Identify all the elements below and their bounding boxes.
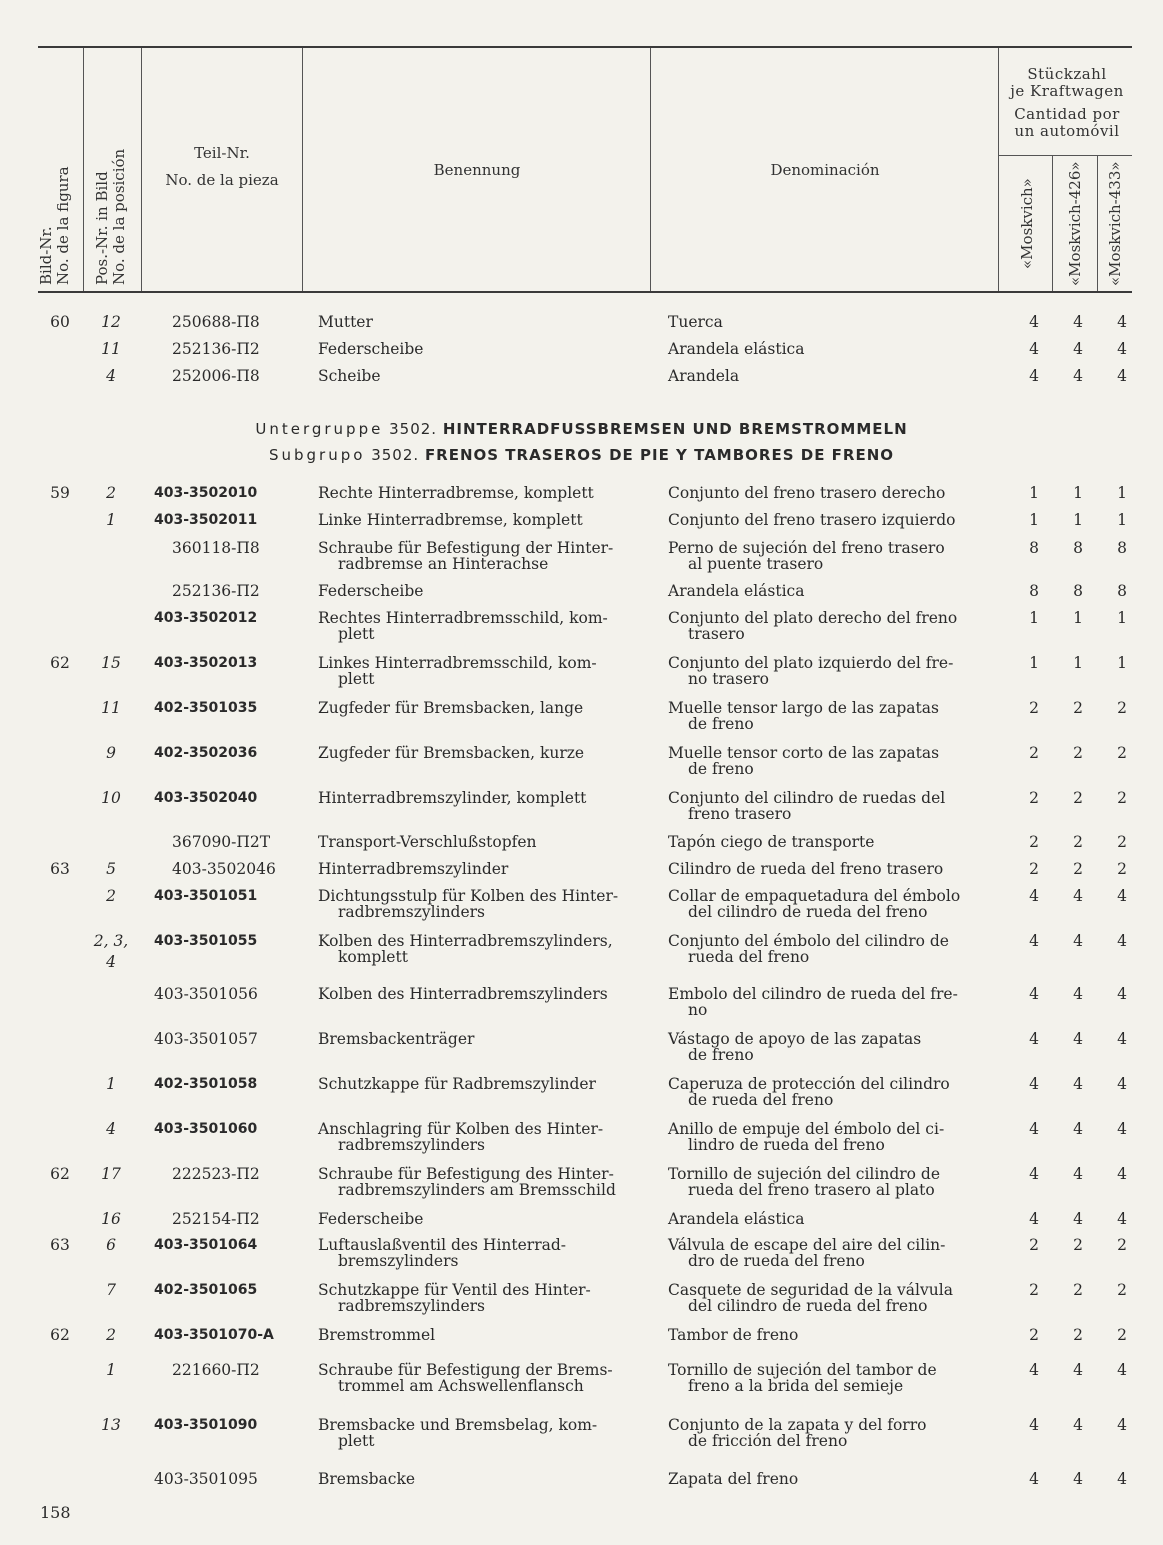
- denominacion-line: de freno: [688, 1046, 754, 1064]
- bild-nr: 59: [50, 484, 70, 502]
- benennung-line: Rechte Hinterradbremse, komplett: [318, 484, 594, 502]
- qty-moskvich-433: 1: [1117, 609, 1127, 627]
- denominacion: [668, 540, 986, 572]
- denominacion-line: Cilindro de rueda del freno trasero: [668, 860, 944, 878]
- qty-moskvich-433: 4: [1117, 1416, 1127, 1434]
- bild-nr: 60: [50, 313, 70, 331]
- col-divider: [302, 48, 303, 291]
- benennung-line: Bremsbackenträger: [318, 1030, 475, 1048]
- denominacion-line: Válvula de escape del aire del cilin-: [668, 1236, 946, 1254]
- benennung-line: Schutzkappe für Ventil des Hinter-: [318, 1281, 591, 1299]
- qty-moskvich-426: 4: [1073, 367, 1083, 385]
- qty-moskvich: 2: [1029, 1236, 1039, 1254]
- part-number: 222523-П2: [172, 1165, 260, 1183]
- qty-moskvich-426: 4: [1073, 313, 1083, 331]
- qty-moskvich-426: 8: [1073, 539, 1083, 557]
- benennung: [318, 888, 648, 920]
- qty-moskvich-433: 4: [1117, 1470, 1127, 1488]
- qty-moskvich-426: 4: [1073, 887, 1083, 905]
- qty-moskvich: 8: [1029, 539, 1039, 557]
- benennung-line: Hinterradbremszylinder: [318, 860, 509, 878]
- header-model-2: «Moskvich-426»: [1066, 161, 1084, 287]
- qty-moskvich: 4: [1029, 1075, 1039, 1093]
- benennung: [318, 1031, 648, 1047]
- part-number: 360118-П8: [172, 539, 260, 557]
- benennung-line: Federscheibe: [318, 582, 424, 600]
- pos-nr: 10: [101, 789, 121, 807]
- benennung: [318, 1121, 648, 1153]
- benennung: [318, 1076, 648, 1092]
- benennung-line: Hinterradbremszylinder, komplett: [318, 789, 587, 807]
- denominacion-line: Conjunto de la zapata y del forro: [668, 1416, 927, 1434]
- benennung-line: radbremszylinders: [338, 1136, 486, 1154]
- header-bottom-rule: [38, 291, 1132, 293]
- benennung-line: radbremse an Hinterachse: [338, 555, 549, 573]
- qty-moskvich-433: 1: [1117, 484, 1127, 502]
- subgroup-title-de: Untergruppe 3502. HINTERRADFUSSBREMSEN UND BREMSTROMMELN: [255, 420, 908, 438]
- qty-moskvich-433: 4: [1117, 1030, 1127, 1048]
- denominacion-line: Muelle tensor largo de las zapatas: [668, 699, 939, 717]
- qty-moskvich-433: 1: [1117, 654, 1127, 672]
- pos-nr: 16: [101, 1210, 121, 1228]
- qty-moskvich-433: 4: [1117, 340, 1127, 358]
- qty-moskvich-426: 8: [1073, 582, 1083, 600]
- qty-moskvich-433: 2: [1117, 833, 1127, 851]
- subgroup-title-es: Subgrupo 3502. FRENOS TRASEROS DE PIE Y TAMBORES DE FRENO: [268, 446, 895, 464]
- benennung: [318, 1417, 648, 1449]
- pos-nr: 7: [106, 1281, 116, 1299]
- denominacion: [668, 610, 986, 642]
- qty-moskvich-426: 1: [1073, 609, 1083, 627]
- qty-moskvich: 2: [1029, 833, 1039, 851]
- pos-nr: 12: [101, 313, 121, 331]
- denominacion-line: Anillo de empuje del émbolo del ci-: [668, 1120, 945, 1138]
- benennung: [318, 1327, 648, 1343]
- benennung-line: komplett: [338, 948, 408, 966]
- qty-moskvich-426: 2: [1073, 744, 1083, 762]
- denominacion: [668, 1121, 986, 1153]
- col-divider: [650, 48, 651, 291]
- qty-moskvich-426: 4: [1073, 932, 1083, 950]
- denominacion-line: freno trasero: [688, 805, 792, 823]
- denominacion: Tuerca: [668, 313, 723, 331]
- benennung-line: plett: [338, 1432, 375, 1450]
- qty-moskvich: 2: [1029, 1326, 1039, 1344]
- denominacion: [668, 700, 986, 732]
- benennung-line: Kolben des Hinterradbremszylinders: [318, 985, 608, 1003]
- part-number: 403-3501051: [154, 888, 258, 904]
- part-number: 402-3501035: [154, 700, 258, 716]
- qty-moskvich: 8: [1029, 582, 1039, 600]
- denominacion: [668, 485, 986, 501]
- denominacion: [668, 834, 986, 850]
- denominacion-line: Arandela elástica: [668, 582, 805, 600]
- qty-moskvich-426: 2: [1073, 860, 1083, 878]
- header-model-3: «Moskvich-433»: [1106, 161, 1124, 287]
- pos-nr: 2: [106, 887, 116, 905]
- benennung: [318, 1237, 648, 1269]
- denominacion-line: freno a la brida del semieje: [688, 1377, 904, 1395]
- denominacion-line: Conjunto del cilindro de ruedas del: [668, 789, 946, 807]
- denominacion-line: Arandela elástica: [668, 1210, 805, 1228]
- part-number: 403-3501056: [154, 985, 258, 1003]
- part-number: 403-3502040: [154, 790, 258, 806]
- qty-moskvich: 4: [1029, 932, 1039, 950]
- benennung: [318, 1211, 648, 1227]
- denominacion-line: Collar de empaquetadura del émbolo: [668, 887, 961, 905]
- qty-moskvich-426: 2: [1073, 699, 1083, 717]
- qty-moskvich-433: 2: [1117, 744, 1127, 762]
- pos-nr: 2: [106, 1326, 116, 1344]
- denominacion-line: Conjunto del freno trasero izquierdo: [668, 511, 956, 529]
- denominacion: [668, 1076, 986, 1108]
- benennung: [318, 986, 648, 1002]
- qty-moskvich: 4: [1029, 313, 1039, 331]
- qty-moskvich: 2: [1029, 744, 1039, 762]
- pos-nr: 5: [106, 860, 116, 878]
- qty-moskvich: 2: [1029, 1281, 1039, 1299]
- denominacion-line: Tambor de freno: [668, 1326, 799, 1344]
- benennung-line: Federscheibe: [318, 1210, 424, 1228]
- denominacion-line: Zapata del freno: [668, 1470, 799, 1488]
- part-number: 403-3501064: [154, 1237, 258, 1253]
- benennung: Mutter: [318, 313, 373, 331]
- benennung-line: Bremsbacke und Bremsbelag, kom-: [318, 1416, 598, 1434]
- benennung: [318, 1471, 648, 1487]
- benennung: [318, 834, 648, 850]
- denominacion-line: Muelle tensor corto de las zapatas: [668, 744, 940, 762]
- qty-moskvich-433: 4: [1117, 367, 1127, 385]
- denominacion: Arandela: [668, 367, 740, 385]
- header-benennung: Benennung: [433, 161, 521, 179]
- benennung-line: radbremszylinders am Bremsschild: [338, 1181, 616, 1199]
- pos-nr: 1: [106, 1075, 116, 1093]
- denominacion-line: Tapón ciego de transporte: [668, 833, 875, 851]
- denominacion-line: Vástago de apoyo de las zapatas: [668, 1030, 922, 1048]
- qty-moskvich-433: 4: [1117, 1210, 1127, 1228]
- qty-moskvich: 4: [1029, 340, 1039, 358]
- part-number: 252006-П8: [172, 367, 260, 385]
- qty-moskvich-426: 2: [1073, 789, 1083, 807]
- denominacion-line: Casquete de seguridad de la válvula: [668, 1281, 953, 1299]
- qty-moskvich-433: 4: [1117, 887, 1127, 905]
- denominacion-line: de freno: [688, 760, 754, 778]
- pos-nr: 13: [101, 1416, 121, 1434]
- pos-nr: 17: [101, 1165, 121, 1183]
- benennung-line: Linkes Hinterradbremsschild, kom-: [318, 654, 597, 672]
- denominacion: [668, 655, 986, 687]
- denominacion-line: Conjunto del émbolo del cilindro de: [668, 932, 949, 950]
- qty-moskvich: 4: [1029, 1470, 1039, 1488]
- qty-moskvich: 4: [1029, 1361, 1039, 1379]
- benennung-line: Luftauslaßventil des Hinterrad-: [318, 1236, 567, 1254]
- denominacion: [668, 1166, 986, 1198]
- qty-moskvich-426: 1: [1073, 484, 1083, 502]
- denominacion-line: de rueda del freno: [688, 1091, 834, 1109]
- benennung: [318, 583, 648, 599]
- part-number: 403-3501070-A: [154, 1327, 274, 1343]
- qty-moskvich: 4: [1029, 985, 1039, 1003]
- qty-moskvich-433: 8: [1117, 582, 1127, 600]
- qty-moskvich-426: 4: [1073, 1120, 1083, 1138]
- benennung-line: Schutzkappe für Radbremszylinder: [318, 1075, 596, 1093]
- denominacion: [668, 861, 986, 877]
- benennung-line: plett: [338, 625, 375, 643]
- benennung: Scheibe: [318, 367, 381, 385]
- qty-moskvich: 4: [1029, 1120, 1039, 1138]
- qty-header-rule: [998, 155, 1132, 156]
- qty-moskvich-426: 2: [1073, 1326, 1083, 1344]
- col-divider: [1097, 156, 1098, 291]
- qty-moskvich-426: 4: [1073, 1470, 1083, 1488]
- header-model-1: «Moskvich»: [1018, 178, 1036, 270]
- denominacion-line: Tornillo de sujeción del cilindro de: [668, 1165, 941, 1183]
- part-number: 403-3501055: [154, 933, 258, 949]
- denominacion-line: dro de rueda del freno: [688, 1252, 865, 1270]
- qty-moskvich-433: 4: [1117, 1361, 1127, 1379]
- denominacion: [668, 1417, 986, 1449]
- part-number: 403-3502046: [172, 860, 276, 878]
- denominacion-line: de freno: [688, 715, 754, 733]
- denominacion-line: no: [688, 1001, 708, 1019]
- denominacion: [668, 933, 986, 965]
- qty-moskvich-433: 4: [1117, 932, 1127, 950]
- denominacion: [668, 986, 986, 1018]
- qty-moskvich-433: 4: [1117, 1165, 1127, 1183]
- benennung-line: Bremsbacke: [318, 1470, 416, 1488]
- benennung: [318, 655, 648, 687]
- part-number: 402-3502036: [154, 745, 258, 761]
- pos-nr: 11: [101, 699, 121, 717]
- benennung-line: plett: [338, 670, 375, 688]
- denominacion-line: del cilindro de rueda del freno: [688, 903, 928, 921]
- benennung-line: Zugfeder für Bremsbacken, lange: [318, 699, 584, 717]
- header-stueckzahl: Stückzahl je Kraftwagen Cantidad por un automóvil: [1010, 65, 1124, 140]
- qty-moskvich-426: 4: [1073, 1165, 1083, 1183]
- part-number: 252136-П2: [172, 582, 260, 600]
- col-divider: [998, 48, 999, 291]
- benennung-line: Linke Hinterradbremse, komplett: [318, 511, 583, 529]
- qty-moskvich-426: 4: [1073, 1075, 1083, 1093]
- part-number: 252136-П2: [172, 340, 260, 358]
- benennung-line: Anschlagring für Kolben des Hinter-: [318, 1120, 604, 1138]
- denominacion-line: lindro de rueda del freno: [688, 1136, 885, 1154]
- benennung: [318, 745, 648, 761]
- benennung-line: radbremszylinders: [338, 903, 486, 921]
- denominacion-line: rueda del freno: [688, 948, 810, 966]
- qty-moskvich-433: 2: [1117, 1236, 1127, 1254]
- bild-nr: 63: [50, 860, 70, 878]
- denominacion-line: rueda del freno trasero al plato: [688, 1181, 935, 1199]
- benennung-line: trommel am Achswellenflansch: [338, 1377, 584, 1395]
- benennung-line: bremszylinders: [338, 1252, 459, 1270]
- qty-moskvich: 4: [1029, 887, 1039, 905]
- pos-nr: 4: [106, 1120, 116, 1138]
- denominacion-line: no trasero: [688, 670, 769, 688]
- denominacion: [668, 583, 986, 599]
- qty-moskvich-433: 8: [1117, 539, 1127, 557]
- qty-moskvich: 4: [1029, 367, 1039, 385]
- denominacion: Arandela elástica: [668, 340, 805, 358]
- denominacion-line: Caperuza de protección del cilindro: [668, 1075, 950, 1093]
- pos-nr: 1: [106, 1361, 116, 1379]
- bild-nr: 63: [50, 1236, 70, 1254]
- qty-moskvich: 1: [1029, 654, 1039, 672]
- qty-moskvich: 2: [1029, 860, 1039, 878]
- denominacion-line: Tornillo de sujeción del tambor de: [668, 1361, 937, 1379]
- header-bild: Bild-Nr. No. de la figura: [37, 166, 72, 285]
- benennung: [318, 540, 648, 572]
- benennung: [318, 610, 648, 642]
- pos-nr: 1: [106, 511, 116, 529]
- qty-moskvich-433: 4: [1117, 985, 1127, 1003]
- benennung: [318, 1362, 648, 1394]
- benennung-line: Schraube für Befestigung der Hinter-: [318, 539, 614, 557]
- qty-moskvich-426: 4: [1073, 1361, 1083, 1379]
- denominacion-line: al puente trasero: [688, 555, 824, 573]
- bild-nr: 62: [50, 654, 70, 672]
- part-number: 403-3501095: [154, 1470, 258, 1488]
- header-pos: Pos.-Nr. in Bild No. de la posición: [93, 148, 128, 285]
- qty-moskvich-426: 4: [1073, 1030, 1083, 1048]
- pos-nr-continued: 4: [106, 953, 116, 971]
- denominacion-line: Embolo del cilindro de rueda del fre-: [668, 985, 958, 1003]
- benennung-line: Zugfeder für Bremsbacken, kurze: [318, 744, 585, 762]
- part-number: 250688-П8: [172, 313, 260, 331]
- benennung-line: Kolben des Hinterradbremszylinders,: [318, 932, 613, 950]
- denominacion-line: del cilindro de rueda del freno: [688, 1297, 928, 1315]
- pos-nr: 2: [106, 484, 116, 502]
- pos-nr: 2, 3,: [93, 932, 129, 950]
- denominacion: [668, 888, 986, 920]
- header-teil: Teil-Nr. No. de la pieza: [165, 144, 279, 189]
- denominacion: [668, 790, 986, 822]
- qty-moskvich-433: 2: [1117, 789, 1127, 807]
- pos-nr: 15: [101, 654, 121, 672]
- pos-nr: 6: [106, 1236, 116, 1254]
- qty-moskvich-426: 4: [1073, 1416, 1083, 1434]
- header-top-rule: [38, 46, 1132, 48]
- bild-nr: 62: [50, 1326, 70, 1344]
- denominacion-line: Conjunto del freno trasero derecho: [668, 484, 946, 502]
- denominacion: [668, 512, 986, 528]
- qty-moskvich: 4: [1029, 1210, 1039, 1228]
- denominacion-line: Perno de sujeción del freno trasero: [668, 539, 945, 557]
- col-divider: [141, 48, 142, 291]
- qty-moskvich-426: 2: [1073, 1236, 1083, 1254]
- benennung: [318, 861, 648, 877]
- qty-moskvich-426: 2: [1073, 1281, 1083, 1299]
- qty-moskvich-433: 1: [1117, 511, 1127, 529]
- pos-nr: 11: [101, 340, 121, 358]
- denominacion-line: de fricción del freno: [688, 1432, 848, 1450]
- part-number: 403-3502013: [154, 655, 258, 671]
- part-number: 403-3502010: [154, 485, 258, 501]
- part-number: 403-3501057: [154, 1030, 258, 1048]
- col-divider: [1052, 156, 1053, 291]
- benennung-line: Rechtes Hinterradbremsschild, kom-: [318, 609, 608, 627]
- benennung: [318, 1166, 648, 1198]
- part-number: 402-3501058: [154, 1076, 258, 1092]
- part-number: 403-3501090: [154, 1417, 258, 1433]
- col-divider: [83, 48, 84, 291]
- qty-moskvich: 4: [1029, 1165, 1039, 1183]
- qty-moskvich-433: 2: [1117, 1326, 1127, 1344]
- benennung-line: radbremszylinders: [338, 1297, 486, 1315]
- benennung: Federscheibe: [318, 340, 424, 358]
- qty-moskvich: 1: [1029, 511, 1039, 529]
- qty-moskvich-433: 4: [1117, 313, 1127, 331]
- qty-moskvich: 2: [1029, 699, 1039, 717]
- benennung: [318, 933, 648, 965]
- part-number: 252154-П2: [172, 1210, 260, 1228]
- qty-moskvich-433: 2: [1117, 699, 1127, 717]
- denominacion: [668, 1237, 986, 1269]
- part-number: 403-3502012: [154, 610, 258, 626]
- qty-moskvich-426: 1: [1073, 511, 1083, 529]
- pos-nr: 4: [106, 367, 116, 385]
- qty-moskvich-426: 1: [1073, 654, 1083, 672]
- denominacion: [668, 745, 986, 777]
- denominacion: [668, 1471, 986, 1487]
- benennung: [318, 700, 648, 716]
- qty-moskvich: 2: [1029, 789, 1039, 807]
- benennung-line: Schraube für Befestigung des Hinter-: [318, 1165, 614, 1183]
- benennung: [318, 512, 648, 528]
- qty-moskvich-426: 4: [1073, 1210, 1083, 1228]
- qty-moskvich: 4: [1029, 1416, 1039, 1434]
- pos-nr: 9: [106, 744, 116, 762]
- page-number: 158: [40, 1503, 71, 1522]
- benennung-line: Transport-Verschlußstopfen: [318, 833, 537, 851]
- part-number: 221660-П2: [172, 1361, 260, 1379]
- part-number: 402-3501065: [154, 1282, 258, 1298]
- denominacion: [668, 1282, 986, 1314]
- denominacion: [668, 1031, 986, 1063]
- denominacion: [668, 1327, 986, 1343]
- benennung: [318, 1282, 648, 1314]
- header-denominacion: Denominación: [770, 161, 880, 179]
- benennung-line: Schraube für Befestigung der Brems-: [318, 1361, 613, 1379]
- qty-moskvich-433: 4: [1117, 1120, 1127, 1138]
- qty-moskvich-433: 2: [1117, 860, 1127, 878]
- part-number: 367090-П2Т: [172, 833, 271, 851]
- part-number: 403-3502011: [154, 512, 258, 528]
- qty-moskvich-433: 4: [1117, 1075, 1127, 1093]
- qty-moskvich: 1: [1029, 484, 1039, 502]
- denominacion: [668, 1211, 986, 1227]
- qty-moskvich-433: 2: [1117, 1281, 1127, 1299]
- denominacion: [668, 1362, 986, 1394]
- benennung-line: Bremstrommel: [318, 1326, 436, 1344]
- benennung: [318, 790, 648, 806]
- benennung: [318, 485, 648, 501]
- bild-nr: 62: [50, 1165, 70, 1183]
- denominacion-line: Conjunto del plato izquierdo del fre-: [668, 654, 954, 672]
- qty-moskvich-426: 2: [1073, 833, 1083, 851]
- qty-moskvich-426: 4: [1073, 340, 1083, 358]
- denominacion-line: trasero: [688, 625, 745, 643]
- part-number: 403-3501060: [154, 1121, 258, 1137]
- qty-moskvich-426: 4: [1073, 985, 1083, 1003]
- qty-moskvich: 1: [1029, 609, 1039, 627]
- qty-moskvich: 4: [1029, 1030, 1039, 1048]
- benennung-line: Dichtungsstulp für Kolben des Hinter-: [318, 887, 619, 905]
- denominacion-line: Conjunto del plato derecho del freno: [668, 609, 958, 627]
